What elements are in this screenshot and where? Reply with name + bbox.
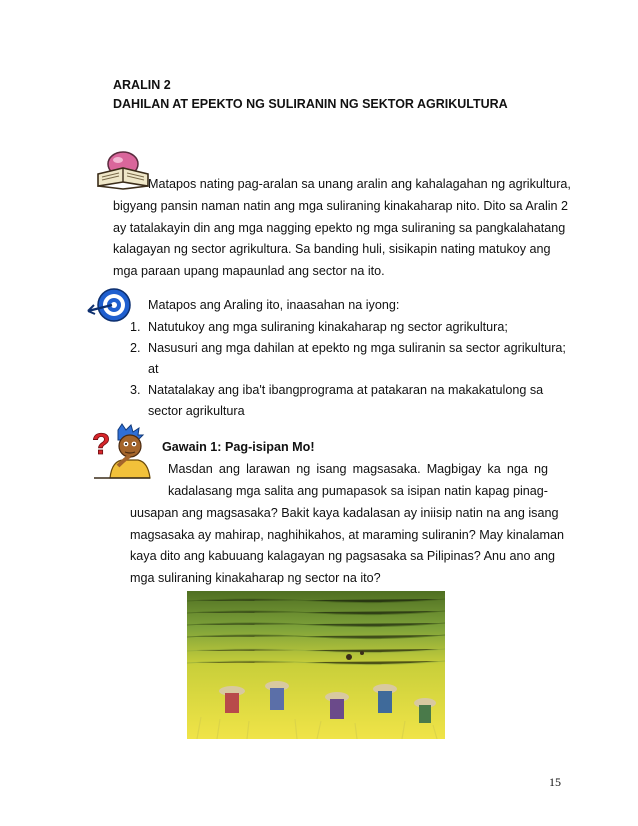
lesson-title: DAHILAN AT EPEKTO NG SULIRANIN NG SEKTOR AGRIKULTURA: [113, 97, 508, 111]
thinking-person-question-icon: [88, 422, 154, 482]
objective-2-number: 2.: [130, 341, 141, 355]
activity-line-6: mga suliraning kinakaharap ng sector na ito?: [130, 571, 381, 585]
target-arrow-icon: [86, 285, 132, 325]
activity-line-1: Masdan ang larawan ng isang magsasaka. Magbigay ka nga ng: [168, 462, 548, 476]
objective-3-text-cont: sector agrikultura: [148, 404, 245, 418]
intro-line-5: mga paraan upang mapaunlad ang sector na ito.: [113, 264, 385, 278]
intro-line-2: bigyang pansin naman natin ang mga suliraning kinakaharap nito. Dito sa Aralin 2: [113, 199, 569, 213]
activity-line-2: kadalasang mga salita ang pumapasok sa isipan natin kapag pinag-: [168, 484, 548, 498]
activity-line-3: uusapan ang magsasaka? Bakit kaya kadalasan ay iniisip natin na ang isang: [130, 506, 559, 520]
intro-line-4: kalagayan ng sector agrikultura. Sa banding huli, sisikapin nating matukoy ang: [113, 242, 551, 256]
rice-field-photo: [187, 591, 445, 739]
svg-text:?: ?: [92, 428, 111, 461]
activity-line-5: kaya dito ang kabuuang kalagayan ng pagsasaka sa Pilipinas? Anu ano ang: [130, 549, 556, 563]
objective-2-text-cont: at: [148, 362, 159, 376]
lesson-label: ARALIN 2: [113, 78, 171, 92]
objective-3-text: Natatalakay ang iba't ibangprograma at patakaran na makakatulong sa: [148, 383, 544, 397]
objective-1-number: 1.: [130, 320, 141, 334]
objective-3-number: 3.: [130, 383, 141, 397]
activity-title: Gawain 1: Pag-isipan Mo!: [162, 440, 315, 454]
intro-line-1: Matapos nating pag-aralan sa unang aralin ang kahalagahan ng agrikultura,: [148, 177, 571, 191]
intro-line-3: ay tatalakayin din ang mga nagging epekto ng mga suliraning sa pangkalahatang: [113, 221, 566, 235]
objectives-lead: Matapos ang Araling ito, inaasahan na iyong:: [148, 298, 400, 312]
objective-2-text: Nasusuri ang mga dahilan at epekto ng mga suliranin sa sector agrikultura;: [148, 341, 566, 355]
objective-1-text: Natutukoy ang mga suliraning kinakaharap ng sector agrikultura;: [148, 320, 508, 334]
open-book-icon: [95, 150, 151, 190]
activity-line-4: magsasaka ay mahirap, naghihikahos, at maraming suliranin? May kinalaman: [130, 528, 565, 542]
page-number: 15: [549, 775, 561, 789]
